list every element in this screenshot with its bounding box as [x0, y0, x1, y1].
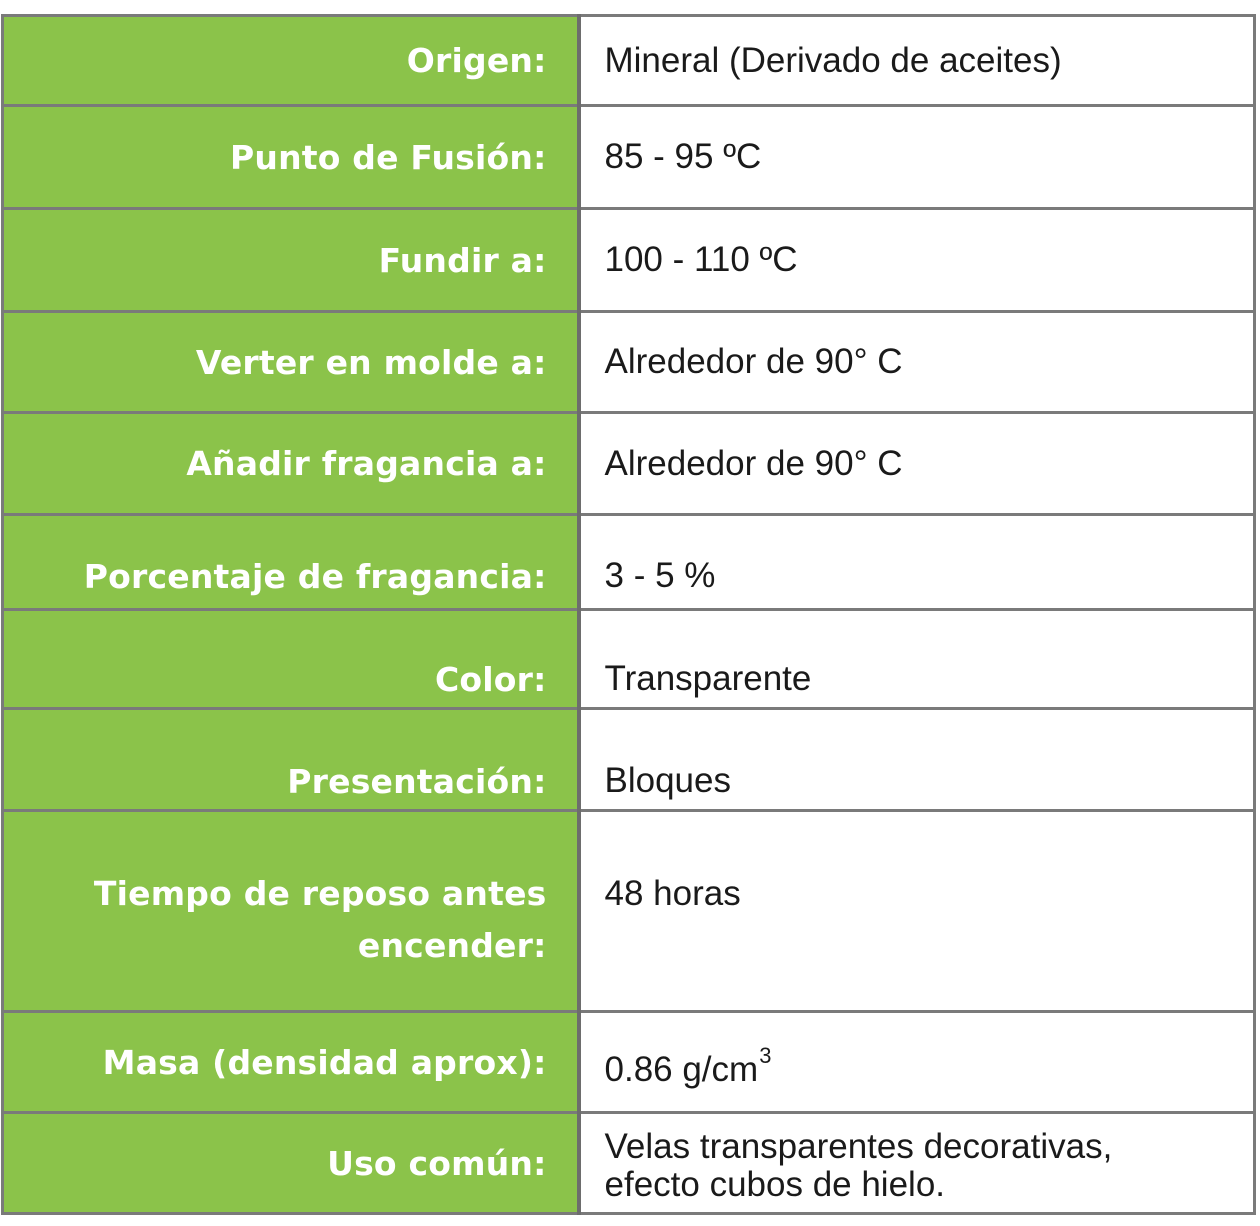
table-row-masa: [3, 1012, 1255, 1113]
row-label: Color:: [3, 610, 579, 709]
table-row-punto-fusion: [3, 106, 1255, 209]
wax-spec-table: [1, 14, 1256, 1215]
row-value: Transparente: [579, 610, 1255, 709]
table-row-uso-comun: [3, 1113, 1255, 1214]
table-row-tiempo-reposo: [3, 811, 1255, 1012]
row-label: Presentación:: [3, 709, 579, 811]
masa-value: 0.86 g/cm: [604, 1050, 759, 1089]
row-value: [579, 1012, 1255, 1113]
row-value: 3 - 5 %: [579, 515, 1255, 610]
row-value: Mineral (Derivado de aceites): [579, 16, 1255, 106]
table-row-anadir-fragancia: [3, 413, 1255, 515]
row-value: [579, 811, 1255, 1012]
row-value-line: Velas transparentes decorativas,: [604, 1127, 1113, 1166]
row-label-line: Tiempo de reposo antes: [93, 874, 547, 913]
row-value: Alrededor de 90° C: [579, 312, 1255, 413]
row-value: Bloques: [579, 709, 1255, 811]
row-value-text: 48 horas: [604, 874, 741, 913]
row-value-line: efecto cubos de hielo.: [604, 1165, 946, 1204]
table-row-verter: [3, 312, 1255, 413]
table-row-fundir: [3, 209, 1255, 312]
table-row-origen: [3, 16, 1255, 106]
row-value: Alrededor de 90° C: [579, 413, 1255, 515]
row-value: [579, 1113, 1255, 1214]
row-label: Verter en molde a:: [3, 312, 579, 413]
row-label: Origen:: [3, 16, 579, 106]
table-row-porcentaje: [3, 515, 1255, 610]
table-row-presentacion: [3, 709, 1255, 811]
row-label: Punto de Fusión:: [3, 106, 579, 209]
row-label: Fundir a:: [3, 209, 579, 312]
row-label: Porcentaje de fragancia:: [3, 515, 579, 610]
row-label: Añadir fragancia a:: [3, 413, 579, 515]
row-value: 100 - 110 ºC: [579, 209, 1255, 312]
table-row-color: [3, 610, 1255, 709]
row-label: [3, 811, 579, 1012]
row-value: 85 - 95 ºC: [579, 106, 1255, 209]
row-label-line: encender:: [357, 926, 547, 965]
masa-exponent: 3: [759, 1043, 772, 1068]
row-label: Uso común:: [3, 1113, 579, 1214]
row-label: Masa (densidad aprox):: [3, 1012, 579, 1113]
